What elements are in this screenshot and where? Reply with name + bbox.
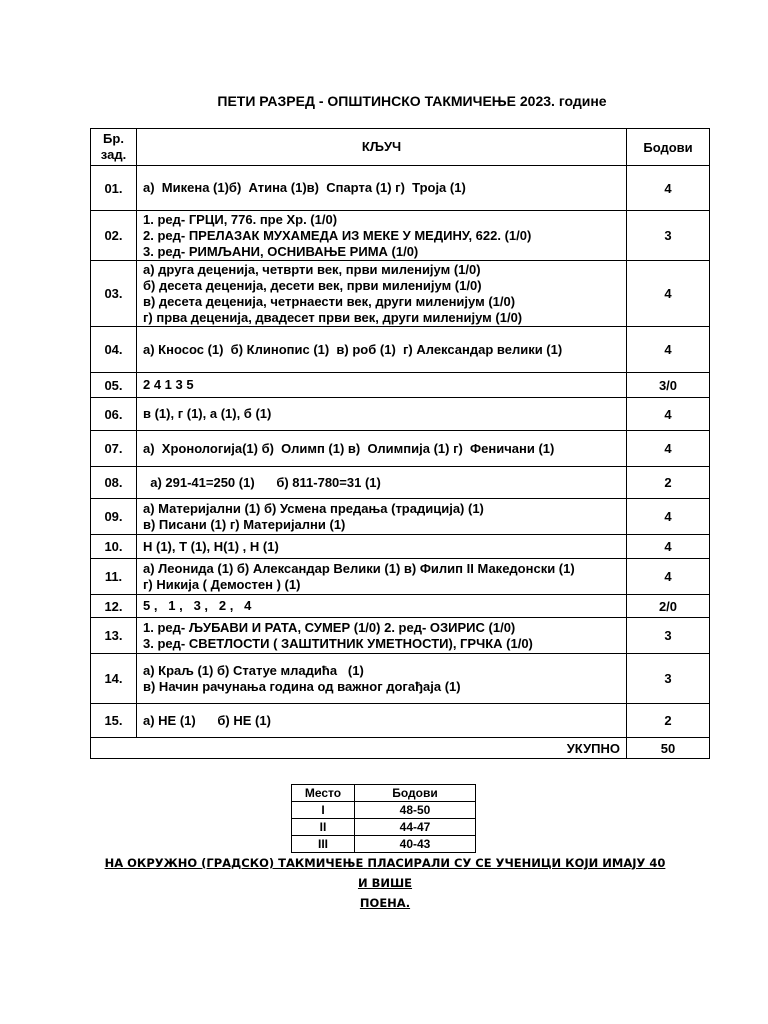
total-points: 50 bbox=[627, 738, 710, 759]
task-number: 08. bbox=[91, 467, 137, 499]
task-number: 05. bbox=[91, 373, 137, 398]
task-points: 3 bbox=[627, 618, 710, 654]
answer-line: 5 , 1 , 3 , 2 , 4 bbox=[143, 598, 252, 613]
table-row bbox=[91, 398, 710, 431]
table-header-row bbox=[91, 129, 710, 166]
task-points: 2/0 bbox=[627, 595, 710, 618]
answer-line: а) 291-41=250 (1) б) 811-780=31 (1) bbox=[143, 474, 381, 490]
answer-line: 2. ред- ПРЕЛАЗАК МУХАМЕДА ИЗ МЕКЕ У МЕДИНУ, 622. (1/0) bbox=[143, 227, 532, 243]
total-label: УКУПНО bbox=[91, 738, 627, 759]
answer-line: 3. ред- СВЕТЛОСТИ ( ЗАШТИТНИК УМЕТНОСТИ), ГРЧКА (1/0) bbox=[143, 635, 533, 651]
table-row bbox=[91, 467, 710, 499]
task-number: 07. bbox=[91, 431, 137, 467]
task-number: 13. bbox=[91, 618, 137, 654]
column-header-number bbox=[91, 129, 137, 166]
table-row bbox=[91, 211, 710, 261]
table-row bbox=[91, 261, 710, 327]
answer-line: Н (1), Т (1), Н(1) , Н (1) bbox=[143, 538, 279, 554]
answer-cell bbox=[137, 654, 627, 704]
placement-place: II bbox=[292, 819, 355, 836]
task-points: 4 bbox=[627, 166, 710, 211]
answer-cell bbox=[137, 261, 627, 327]
placement-place: III bbox=[292, 836, 355, 853]
answer-cell bbox=[137, 535, 627, 559]
table-row bbox=[91, 704, 710, 738]
table-row bbox=[91, 431, 710, 467]
table-row bbox=[91, 535, 710, 559]
column-header-number-line2: зад. bbox=[100, 147, 127, 162]
placement-row bbox=[292, 819, 476, 836]
column-header-key: КЉУЧ bbox=[137, 129, 627, 166]
answer-line: в) Начин рачунања година од важног догађаја (1) bbox=[143, 678, 461, 694]
task-points: 4 bbox=[627, 261, 710, 327]
answer-cell bbox=[137, 431, 627, 467]
task-points: 4 bbox=[627, 535, 710, 559]
answer-line: 1. ред- ГРЦИ, 776. пре Хр. (1/0) bbox=[143, 211, 338, 227]
total-row bbox=[91, 738, 710, 759]
task-number: 04. bbox=[91, 327, 137, 373]
answer-cell bbox=[137, 595, 627, 618]
placement-header-place: Место bbox=[292, 785, 355, 802]
answer-line: а) Кносос (1) б) Клинопис (1) в) роб (1) г) Александар велики (1) bbox=[143, 341, 563, 357]
task-points: 4 bbox=[627, 431, 710, 467]
placement-row bbox=[292, 836, 476, 853]
placement-header-row bbox=[292, 785, 476, 802]
task-number: 06. bbox=[91, 398, 137, 431]
qualification-note-line2: ПОЕНА. bbox=[359, 896, 411, 910]
task-number: 09. bbox=[91, 499, 137, 535]
task-number: 11. bbox=[91, 559, 137, 595]
table-row bbox=[91, 654, 710, 704]
answer-cell bbox=[137, 559, 627, 595]
table-row bbox=[91, 499, 710, 535]
answer-line: в) десета деценија, четрнаести век, други миленијум (1/0) bbox=[143, 293, 516, 309]
answer-line: а) Материјални (1) б) Усмена предања (традиција) (1) bbox=[143, 500, 484, 516]
answer-line: 3. ред- РИМЉАНИ, ОСНИВАЊЕ РИМА (1/0) bbox=[143, 243, 419, 259]
answer-line: б) десета деценија, десети век, први миленијум (1/0) bbox=[143, 277, 482, 293]
answer-line: а) Микена (1)б) Атина (1)в) Спарта (1) г) Троја (1) bbox=[143, 180, 466, 195]
task-points: 3 bbox=[627, 654, 710, 704]
answer-line: в) Писани (1) г) Материјални (1) bbox=[143, 516, 346, 532]
table-row bbox=[91, 166, 710, 211]
placement-table bbox=[291, 784, 476, 853]
table-row bbox=[91, 373, 710, 398]
answer-line: а) Хронологија(1) б) Олимп (1) в) Олимпија (1) г) Феничани (1) bbox=[143, 440, 555, 456]
answer-key-table bbox=[90, 128, 710, 759]
table-row bbox=[91, 618, 710, 654]
table-row bbox=[91, 595, 710, 618]
placement-row bbox=[292, 802, 476, 819]
answer-cell bbox=[137, 704, 627, 738]
answer-cell bbox=[137, 211, 627, 261]
task-points: 3 bbox=[627, 211, 710, 261]
task-number: 01. bbox=[91, 166, 137, 211]
task-points: 4 bbox=[627, 327, 710, 373]
table-row bbox=[91, 327, 710, 373]
answer-line: г) прва деценија, двадесет први век, други миленијум (1/0) bbox=[143, 309, 523, 325]
task-points: 2 bbox=[627, 704, 710, 738]
task-number: 12. bbox=[91, 595, 137, 618]
column-header-points: Бодови bbox=[627, 129, 710, 166]
task-number: 14. bbox=[91, 654, 137, 704]
answer-line: 1. ред- ЉУБАВИ И РАТА, СУМЕР (1/0) 2. ред- ОЗИРИС (1/0) bbox=[143, 619, 516, 635]
table-row bbox=[91, 559, 710, 595]
task-points: 2 bbox=[627, 467, 710, 499]
page-title: ПЕТИ РАЗРЕД - ОПШТИНСКО ТАКМИЧЕЊЕ 2023. године bbox=[217, 93, 607, 109]
placement-place: I bbox=[292, 802, 355, 819]
answer-cell bbox=[137, 166, 627, 211]
column-header-number-line1: Бр. bbox=[103, 131, 124, 146]
answer-cell bbox=[137, 499, 627, 535]
task-number: 03. bbox=[91, 261, 137, 327]
task-points: 4 bbox=[627, 499, 710, 535]
answer-line: а) Леонида (1) б) Александар Велики (1) в) Филип II Македонски (1) bbox=[143, 560, 575, 576]
placement-points: 48-50 bbox=[355, 802, 476, 819]
task-points: 4 bbox=[627, 559, 710, 595]
answer-line: 2 4 1 3 5 bbox=[143, 377, 194, 392]
answer-cell bbox=[137, 373, 627, 398]
placement-points: 40-43 bbox=[355, 836, 476, 853]
placement-body bbox=[292, 802, 476, 853]
answer-line: г) Никија ( Демостен ) (1) bbox=[143, 576, 301, 592]
answer-cell bbox=[137, 618, 627, 654]
placement-header-points: Бодови bbox=[355, 785, 476, 802]
qualification-note-line1: НА ОКРУЖНО (ГРАДСКО) ТАКМИЧЕЊЕ ПЛАСИРАЛИ СУ СЕ УЧЕНИЦИ КОЈИ ИМАЈУ 40 И ВИШЕ bbox=[104, 856, 666, 890]
answer-line: а) НЕ (1) б) НЕ (1) bbox=[143, 712, 271, 728]
answer-line: а) друга деценија, четврти век, први миленијум (1/0) bbox=[143, 261, 481, 277]
task-points: 3/0 bbox=[627, 373, 710, 398]
answer-cell bbox=[137, 327, 627, 373]
answer-key-body bbox=[91, 166, 710, 738]
qualification-note bbox=[100, 853, 670, 913]
task-number: 15. bbox=[91, 704, 137, 738]
task-number: 02. bbox=[91, 211, 137, 261]
task-number: 10. bbox=[91, 535, 137, 559]
answer-cell bbox=[137, 467, 627, 499]
answer-line: а) Краљ (1) б) Статуе младића (1) bbox=[143, 662, 364, 678]
answer-line: в (1), г (1), а (1), б (1) bbox=[143, 406, 272, 421]
answer-cell bbox=[137, 398, 627, 431]
task-points: 4 bbox=[627, 398, 710, 431]
placement-points: 44-47 bbox=[355, 819, 476, 836]
